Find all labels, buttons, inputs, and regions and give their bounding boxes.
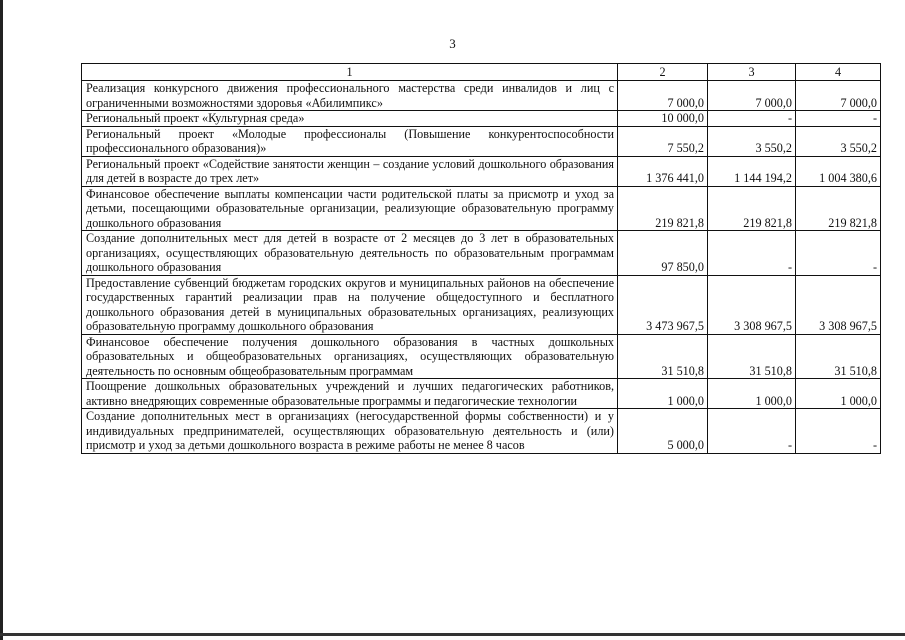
row-value-col-2: 1 376 441,0 (618, 156, 708, 186)
row-value-col-2: 10 000,0 (618, 111, 708, 127)
table-row (82, 409, 881, 454)
table-row (82, 334, 881, 379)
row-value-col-2: 219 821,8 (618, 186, 708, 231)
row-value-col-2: 7 550,2 (618, 126, 708, 156)
table-row (82, 81, 881, 111)
row-value-col-4: - (796, 111, 881, 127)
table-row (82, 156, 881, 186)
row-value-col-3: - (708, 409, 796, 454)
budget-table (81, 63, 881, 454)
row-value-col-4: - (796, 231, 881, 276)
row-description: Региональный проект «Молодые профессионалы (Повышение конкурентоспособности профессионального образования)» (82, 126, 618, 156)
row-value-col-2: 97 850,0 (618, 231, 708, 276)
row-value-col-4: 1 000,0 (796, 379, 881, 409)
row-value-col-2: 31 510,8 (618, 334, 708, 379)
row-description: Региональный проект «Содействие занятости женщин – создание условий дошкольного образования для детей в возрасте до трех лет» (82, 156, 618, 186)
scan-edge-left (0, 0, 3, 640)
row-value-col-3: 31 510,8 (708, 334, 796, 379)
row-value-col-3: 3 550,2 (708, 126, 796, 156)
table-row (82, 231, 881, 276)
row-value-col-2: 5 000,0 (618, 409, 708, 454)
row-description: Финансовое обеспечение получения дошкольного образования в частных дошкольных образовательных и общеобразовательных организациях, осуществляющих образовательную деятельность по основным общеобразовательным программам (82, 334, 618, 379)
row-value-col-4: 1 004 380,6 (796, 156, 881, 186)
row-description: Региональный проект «Культурная среда» (82, 111, 618, 127)
scan-edge-bottom (0, 633, 905, 636)
header-row (82, 64, 881, 81)
row-value-col-3: 3 308 967,5 (708, 275, 796, 334)
row-value-col-3: 1 144 194,2 (708, 156, 796, 186)
row-value-col-3: 1 000,0 (708, 379, 796, 409)
page-number: 3 (449, 36, 456, 51)
row-description: Поощрение дошкольных образовательных учреждений и лучших педагогических работников, активно внедряющих современные образовательные программы и педагогические технологии (82, 379, 618, 409)
header-col-1: 1 (82, 64, 618, 81)
row-value-col-4: 31 510,8 (796, 334, 881, 379)
row-value-col-3: - (708, 111, 796, 127)
table-row (82, 186, 881, 231)
row-description: Реализация конкурсного движения профессионального мастерства среди инвалидов и лиц с ограниченными возможностями здоровья «Абилимпикс» (82, 81, 618, 111)
table-row (82, 379, 881, 409)
table-row (82, 275, 881, 334)
row-value-col-2: 1 000,0 (618, 379, 708, 409)
header-col-4: 4 (796, 64, 881, 81)
row-description: Финансовое обеспечение выплаты компенсации части родительской платы за присмотр и уход за детьми, посещающими образовательные организации, реализующие образовательную программу дошкольного образования (82, 186, 618, 231)
row-value-col-3: 219 821,8 (708, 186, 796, 231)
row-value-col-4: - (796, 409, 881, 454)
row-value-col-3: - (708, 231, 796, 276)
row-value-col-4: 3 308 967,5 (796, 275, 881, 334)
row-value-col-2: 7 000,0 (618, 81, 708, 111)
row-value-col-4: 219 821,8 (796, 186, 881, 231)
row-description: Предоставление субвенций бюджетам городских округов и муниципальных районов на обеспечение государственных гарантий реализации прав на получение общедоступного и бесплатного дошкольного образования детей в муниципальных образовательных организациях, реализующих образовательную программу дошкольного образования (82, 275, 618, 334)
header-col-3: 3 (708, 64, 796, 81)
table-row (82, 126, 881, 156)
row-description: Создание дополнительных мест для детей в возрасте от 2 месяцев до 3 лет в образовательных организациях, осуществляющих образовательную деятельность по образовательным программам дошкольного образования (82, 231, 618, 276)
header-col-2: 2 (618, 64, 708, 81)
row-value-col-2: 3 473 967,5 (618, 275, 708, 334)
row-description: Создание дополнительных мест в организациях (негосударственной формы собственности) и у индивидуальных предпринимателей, осуществляющих образовательную деятельность и (или) присмотр и уход за детьми дошкольного возраста в режиме работы не менее 8 часов (82, 409, 618, 454)
table-row (82, 111, 881, 127)
row-value-col-3: 7 000,0 (708, 81, 796, 111)
row-value-col-4: 3 550,2 (796, 126, 881, 156)
row-value-col-4: 7 000,0 (796, 81, 881, 111)
